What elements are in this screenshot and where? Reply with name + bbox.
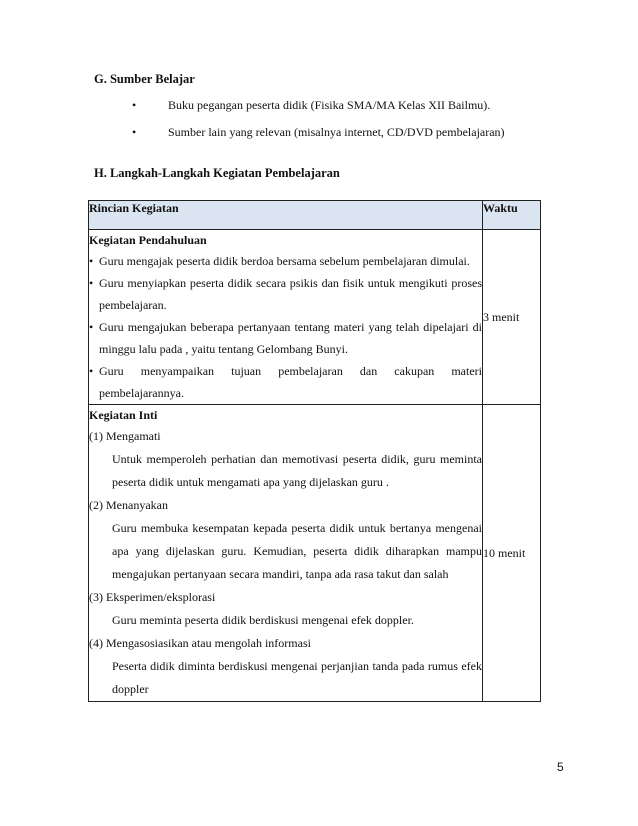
bullet-icon: • (132, 125, 137, 139)
pendahuluan-cell (89, 230, 483, 405)
table-row (89, 405, 541, 702)
step-title: (1) Mengamati (89, 429, 161, 443)
inti-time: 10 menit (483, 405, 541, 702)
list-item: • Guru mengajak peserta didik berdoa bersama sebelum pembelajaran dimulai. (89, 250, 482, 272)
section-h-title: H. Langkah-Langkah Kegiatan Pembelajaran (94, 166, 340, 180)
pendahuluan-title: Kegiatan Pendahuluan (89, 233, 207, 247)
step-title: (3) Eksperimen/eksplorasi (89, 590, 216, 604)
step-title: (2) Menanyakan (89, 498, 168, 512)
list-item: • Guru menyampaikan tujuan pembelajaran dan cakupan materi pembelajarannya. (89, 360, 482, 404)
step-body: Peserta didik diminta berdiskusi mengenai perjanjian tanda pada rumus efek doppler (112, 659, 482, 696)
list-item: • Buku pegangan peserta didik (Fisika SMA/MA Kelas XII Bailmu). (132, 98, 491, 112)
list-item: • Guru mengajukan beberapa pertanyaan tentang materi yang telah dipelajari di minggu lalu pada , yaitu tentang Gelombang Bunyi. (89, 316, 482, 360)
table-header-row (89, 201, 541, 230)
step-body: Guru meminta peserta didik berdiskusi mengenai efek doppler. (112, 613, 414, 627)
activity-table (88, 200, 541, 702)
table-row (89, 230, 541, 405)
list-item: • Guru menyiapkan peserta didik secara psikis dan fisik untuk mengikuti proses pembelajaran. (89, 272, 482, 316)
list-item: • Sumber lain yang relevan (misalnya internet, CD/DVD pembelajaran) (132, 125, 505, 139)
header-rincian: Rincian Kegiatan (89, 201, 483, 230)
step-body: Untuk memperoleh perhatian dan memotivasi peserta didik, guru meminta peserta didik untuk mengamati apa yang dijelaskan guru . (112, 452, 482, 489)
page-number: 5 (557, 760, 564, 774)
step-body: Guru membuka kesempatan kepada peserta didik untuk bertanya mengenai apa yang dijelaskan guru. Kemudian, peserta didik diharapkan mampu mengajukan pertanyaan secara mandiri, tanpa ada rasa takut dan salah (112, 521, 482, 581)
bullet-icon: • (132, 98, 137, 112)
step-title: (4) Mengasosiasikan atau mengolah informasi (89, 636, 311, 650)
pendahuluan-list (89, 250, 482, 404)
header-waktu: Waktu (483, 201, 541, 230)
inti-title: Kegiatan Inti (89, 408, 158, 422)
inti-cell (89, 405, 483, 702)
section-g-title: G. Sumber Belajar (94, 72, 195, 86)
pendahuluan-time: 3 menit (483, 230, 541, 405)
